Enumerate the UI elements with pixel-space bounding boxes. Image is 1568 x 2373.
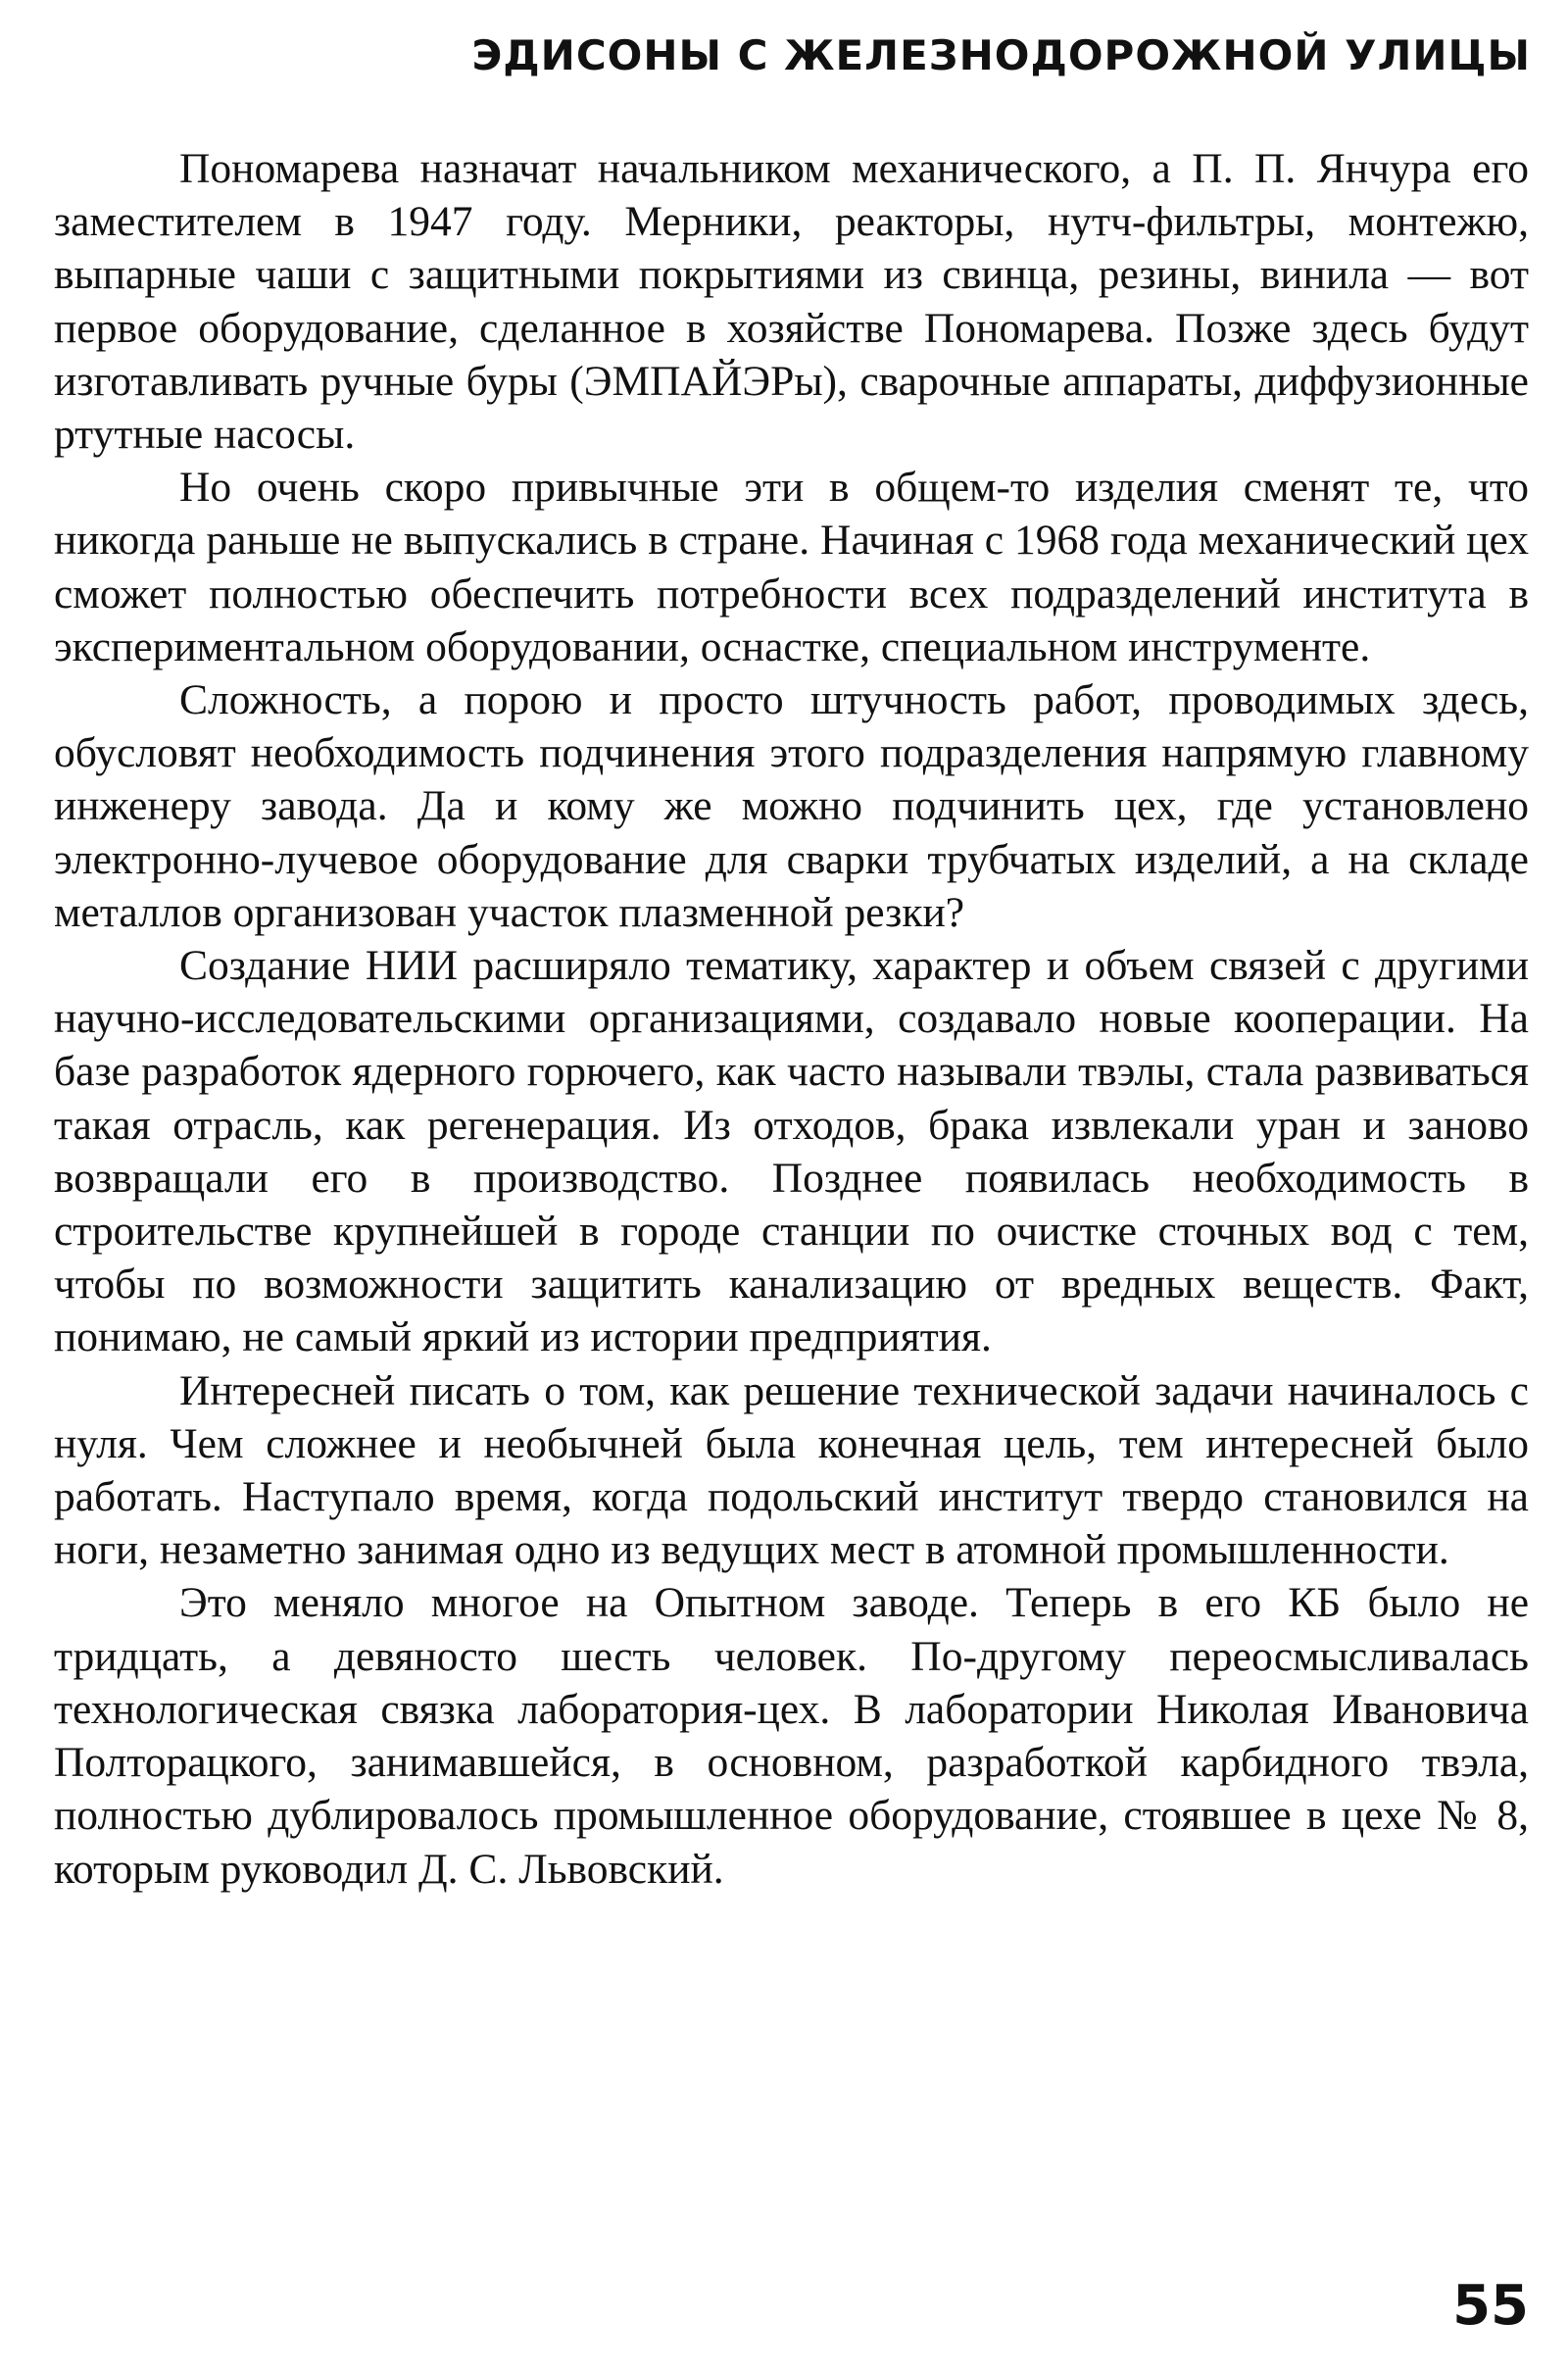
paragraph: Интересней писать о том, как решение технической задачи начиналось с нуля. Чем сложнее и необычней была конечная цель, тем интересней было работать. Наступало время, когда подольский институт твердо становился на ноги, незаметно занимая одно из ведущих мест в атомной промышленности.: [54, 1366, 1529, 1574]
paragraph: Сложность, а порою и просто штучность работ, проводимых здесь, обусловят необходимость подчинения этого подразделения напрямую главному инженеру завода. Да и кому же можно подчинить цех, где установлено электронно-лучевое оборудование для сварки трубчатых изделий, а на складе металлов организован участок плазменной резки?: [54, 676, 1529, 936]
paragraph: Создание НИИ расширяло тематику, характер и объем связей с другими научно-исследовательскими организациями, создавало новые кооперации. На базе разработок ядерного горючего, как часто называли твэлы, стала развиваться такая отрасль, как регенерация. Из отходов, брака извлекали уран и заново возвращали его в производство. Позднее появилась необходимость в строительстве крупнейшей в городе станции по очистке сточных вод с тем, чтобы по возможности защитить канализацию от вредных веществ. Факт, понимаю, не самый яркий из истории предприятия.: [54, 942, 1529, 1361]
paragraph: Но очень скоро привычные эти в общем-то изделия сменят те, что никогда раньше не выпускались в стране. Начиная с 1968 года механический цех сможет полностью обеспечить потребности всех подразделений института в экспериментальном оборудовании, оснастке, специальном инструменте.: [54, 464, 1529, 670]
paragraph: Это меняло многое на Опытном заводе. Теперь в его КБ было не тридцать, а девяносто шесть человек. По-другому переосмысливалась технологическая связка лаборатория-цех. В лаборатории Николая Ивановича Полторацкого, занимавшейся, в основном, разработкой карбидного твэла, полностью дублировалось промышленное оборудование, стоявшее в цехе № 8, которым руководил Д. С. Львовский.: [54, 1579, 1529, 1893]
body-text: [54, 142, 1529, 1896]
running-header-title: ЭДИСОНЫ С ЖЕЛЕЗНОДОРОЖНОЙ УЛИЦЫ: [471, 31, 1531, 79]
page-number: 55: [1452, 2274, 1529, 2338]
paragraph: Пономарева назначат начальником механического, а П. П. Янчура его заместителем в 1947 году. Мерники, реакторы, нутч-фильтры, монтежю, выпарные чаши с защитными покрытиями из свинца, резины, винила — вот первое оборудование, сделанное в хозяйстве Пономарева. Позже здесь будут изготавливать ручные буры (ЭМПАЙЭРы), сварочные аппараты, диффузионные ртутные насосы.: [54, 145, 1529, 459]
